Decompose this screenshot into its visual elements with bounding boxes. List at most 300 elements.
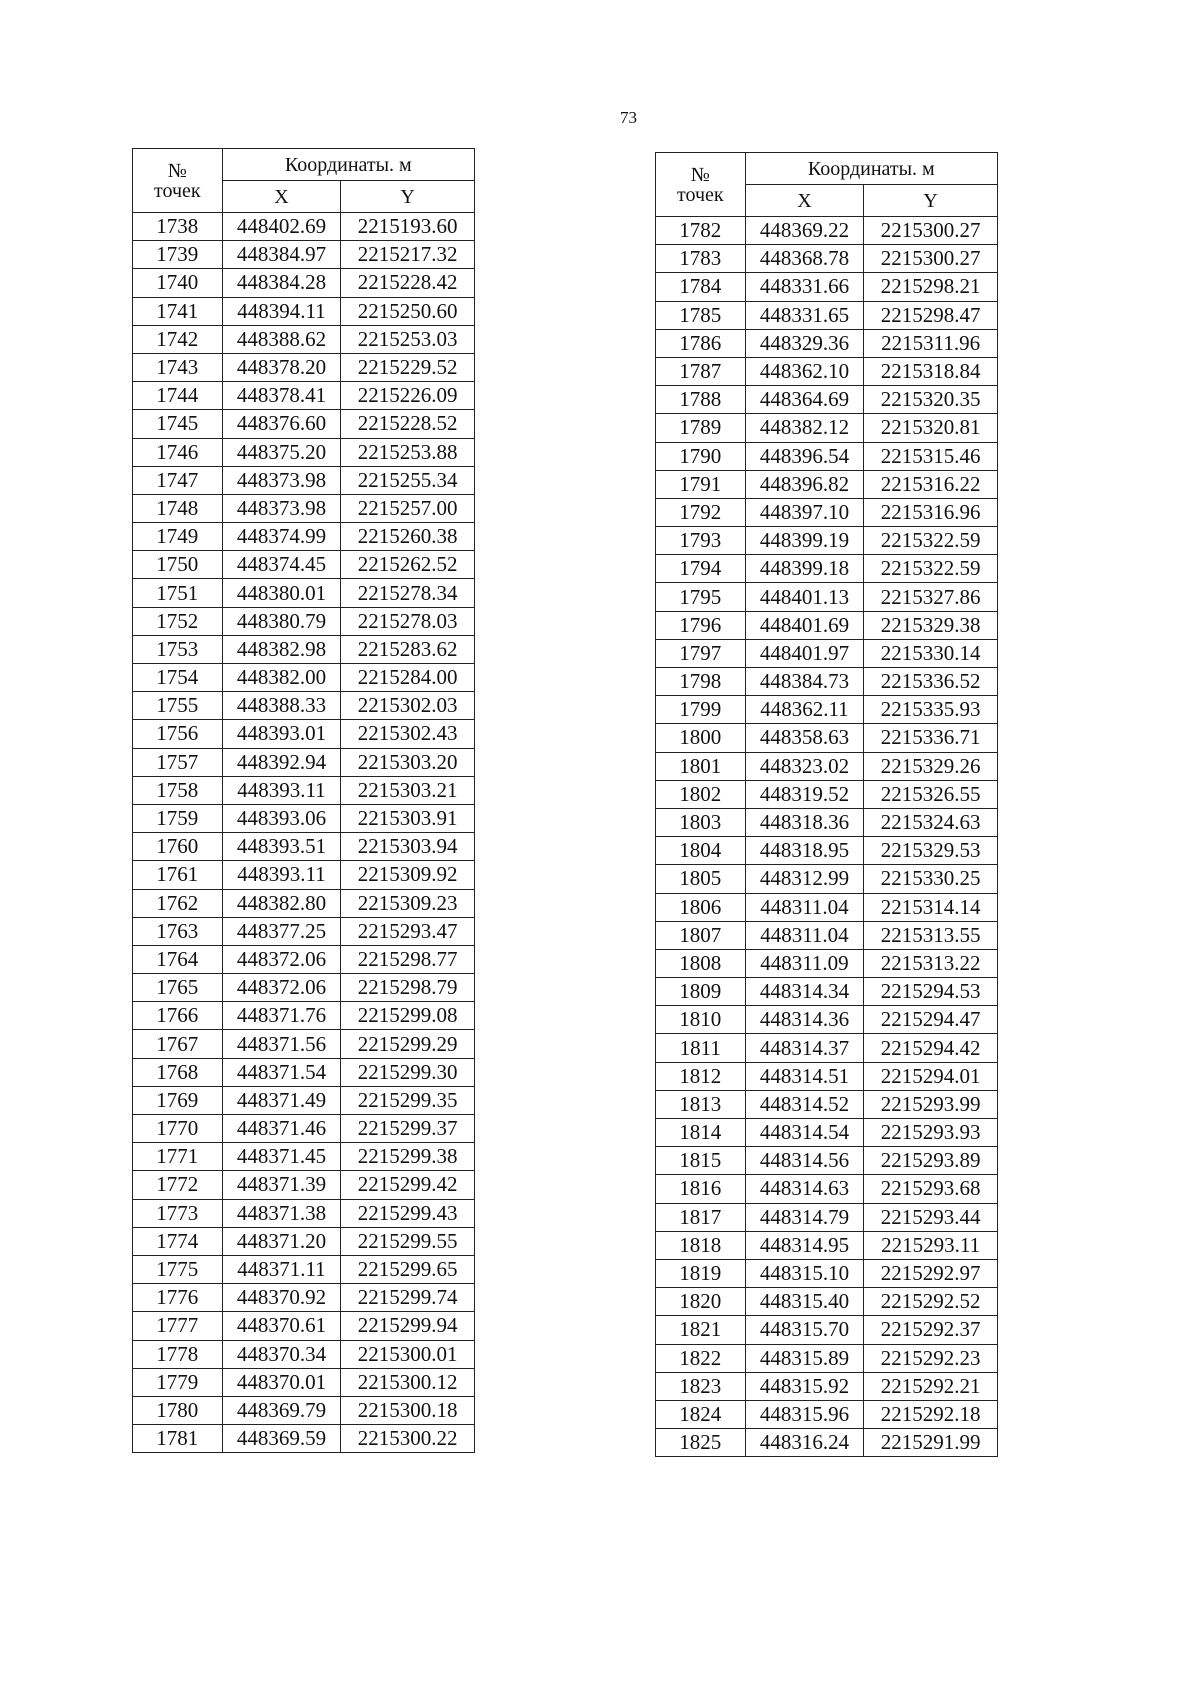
point-number-cell: 1825: [656, 1429, 746, 1457]
point-number-cell: 1753: [133, 635, 223, 663]
x-coordinate-cell: 448382.80: [222, 889, 341, 917]
y-coordinate-cell: 2215314.14: [864, 893, 998, 921]
point-number-cell: 1748: [133, 494, 223, 522]
x-coordinate-cell: 448370.01: [222, 1368, 341, 1396]
point-number-cell: 1767: [133, 1030, 223, 1058]
y-coordinate-cell: 2215292.97: [864, 1259, 998, 1287]
x-coordinate-cell: 448314.63: [745, 1175, 864, 1203]
coordinates-table-left: [132, 148, 475, 1453]
y-coordinate-cell: 2215330.25: [864, 865, 998, 893]
point-number-cell: 1813: [656, 1090, 746, 1118]
x-coordinate-cell: 448401.69: [745, 611, 864, 639]
table-row: [656, 470, 998, 498]
x-coordinate-cell: 448312.99: [745, 865, 864, 893]
table-row: [133, 297, 475, 325]
x-coordinate-cell: 448315.89: [745, 1344, 864, 1372]
y-coordinate-cell: 2215322.59: [864, 527, 998, 555]
y-coordinate-cell: 2215229.52: [341, 353, 475, 381]
point-number-cell: 1746: [133, 438, 223, 466]
y-coordinate-cell: 2215329.38: [864, 611, 998, 639]
y-coordinate-cell: 2215292.21: [864, 1372, 998, 1400]
point-number-cell: 1817: [656, 1203, 746, 1231]
x-coordinate-cell: 448311.04: [745, 893, 864, 921]
point-number-cell: 1763: [133, 917, 223, 945]
y-coordinate-cell: 2215335.93: [864, 696, 998, 724]
x-coordinate-cell: 448362.11: [745, 696, 864, 724]
table-row: [656, 1119, 998, 1147]
y-coordinate-cell: 2215330.14: [864, 639, 998, 667]
y-coordinate-cell: 2215292.18: [864, 1400, 998, 1428]
table-row: [656, 1259, 998, 1287]
point-number-cell: 1822: [656, 1344, 746, 1372]
x-coordinate-cell: 448393.11: [222, 776, 341, 804]
table-row: [656, 329, 998, 357]
table-row: [656, 1034, 998, 1062]
y-coordinate-cell: 2215316.22: [864, 470, 998, 498]
point-number-cell: 1743: [133, 353, 223, 381]
point-number-cell: 1752: [133, 607, 223, 635]
y-coordinate-cell: 2215329.26: [864, 752, 998, 780]
y-coordinate-cell: 2215327.86: [864, 583, 998, 611]
x-coordinate-cell: 448358.63: [745, 724, 864, 752]
point-number-cell: 1750: [133, 551, 223, 579]
y-coordinate-cell: 2215292.52: [864, 1288, 998, 1316]
y-coordinate-cell: 2215336.71: [864, 724, 998, 752]
y-coordinate-cell: 2215313.22: [864, 949, 998, 977]
y-coordinate-cell: 2215298.77: [341, 945, 475, 973]
y-coordinate-cell: 2215299.30: [341, 1058, 475, 1086]
point-number-header: [133, 149, 223, 213]
x-coordinate-cell: 448372.06: [222, 974, 341, 1002]
point-number-cell: 1751: [133, 579, 223, 607]
point-number-cell: 1773: [133, 1199, 223, 1227]
point-number-cell: 1793: [656, 527, 746, 555]
point-number-cell: 1766: [133, 1002, 223, 1030]
x-coordinate-cell: 448371.38: [222, 1199, 341, 1227]
y-coordinate-cell: 2215303.20: [341, 748, 475, 776]
x-coordinate-cell: 448316.24: [745, 1429, 864, 1457]
point-number-cell: 1787: [656, 357, 746, 385]
point-number-cell: 1792: [656, 498, 746, 526]
x-coordinate-cell: 448318.36: [745, 808, 864, 836]
table-row: [133, 1115, 475, 1143]
table-row: [133, 1227, 475, 1255]
x-coordinate-cell: 448311.04: [745, 921, 864, 949]
x-coordinate-cell: 448370.34: [222, 1340, 341, 1368]
x-column-header: X: [745, 185, 864, 217]
y-coordinate-cell: 2215322.59: [864, 555, 998, 583]
x-coordinate-cell: 448396.82: [745, 470, 864, 498]
y-coordinate-cell: 2215293.47: [341, 917, 475, 945]
x-coordinate-cell: 448380.79: [222, 607, 341, 635]
point-number-cell: 1738: [133, 213, 223, 241]
y-coordinate-cell: 2215278.34: [341, 579, 475, 607]
table-row: [656, 1372, 998, 1400]
table-row: [656, 1203, 998, 1231]
point-number-cell: 1778: [133, 1340, 223, 1368]
number-sign: №: [690, 163, 710, 186]
table-row: [133, 635, 475, 663]
x-coordinate-cell: 448377.25: [222, 917, 341, 945]
table-row: [656, 1231, 998, 1259]
table-row: [133, 1030, 475, 1058]
point-number-cell: 1761: [133, 861, 223, 889]
table-row: [656, 893, 998, 921]
table-row: [133, 1340, 475, 1368]
table-row: [133, 833, 475, 861]
table-row: [133, 213, 475, 241]
point-number-cell: 1742: [133, 325, 223, 353]
point-number-cell: 1786: [656, 329, 746, 357]
coordinates-table-right: [655, 152, 998, 1457]
y-coordinate-cell: 2215303.91: [341, 804, 475, 832]
table-row: [133, 1312, 475, 1340]
x-coordinate-cell: 448370.92: [222, 1284, 341, 1312]
x-coordinate-cell: 448314.52: [745, 1090, 864, 1118]
y-coordinate-cell: 2215255.34: [341, 466, 475, 494]
point-number-cell: 1777: [133, 1312, 223, 1340]
y-coordinate-cell: 2215303.21: [341, 776, 475, 804]
y-coordinate-cell: 2215299.74: [341, 1284, 475, 1312]
coordinates-header: Координаты. м: [745, 153, 997, 185]
y-coordinate-cell: 2215291.99: [864, 1429, 998, 1457]
table-row: [133, 438, 475, 466]
y-coordinate-cell: 2215302.43: [341, 720, 475, 748]
x-coordinate-cell: 448399.19: [745, 527, 864, 555]
table-row: [133, 945, 475, 973]
table-row: [133, 1086, 475, 1114]
point-number-cell: 1797: [656, 639, 746, 667]
point-number-cell: 1823: [656, 1372, 746, 1400]
x-coordinate-cell: 448371.45: [222, 1143, 341, 1171]
point-number-cell: 1816: [656, 1175, 746, 1203]
point-number-cell: 1741: [133, 297, 223, 325]
table-row: [656, 498, 998, 526]
x-coordinate-cell: 448371.46: [222, 1115, 341, 1143]
x-coordinate-cell: 448378.41: [222, 382, 341, 410]
table-row: [133, 579, 475, 607]
point-number-cell: 1791: [656, 470, 746, 498]
x-coordinate-cell: 448382.00: [222, 664, 341, 692]
table-row: [133, 1284, 475, 1312]
y-coordinate-cell: 2215226.09: [341, 382, 475, 410]
x-coordinate-cell: 448315.40: [745, 1288, 864, 1316]
point-number-cell: 1814: [656, 1119, 746, 1147]
x-coordinate-cell: 448331.65: [745, 301, 864, 329]
x-coordinate-cell: 448331.66: [745, 273, 864, 301]
point-number-cell: 1812: [656, 1062, 746, 1090]
table-row: [656, 414, 998, 442]
y-coordinate-cell: 2215217.32: [341, 241, 475, 269]
point-number-cell: 1745: [133, 410, 223, 438]
table-row: [656, 1090, 998, 1118]
x-coordinate-cell: 448388.33: [222, 692, 341, 720]
table-row: [133, 776, 475, 804]
x-column-header: X: [222, 181, 341, 213]
table-row: [656, 1175, 998, 1203]
y-coordinate-cell: 2215316.96: [864, 498, 998, 526]
y-coordinate-cell: 2215324.63: [864, 808, 998, 836]
y-coordinate-cell: 2215300.27: [864, 245, 998, 273]
x-coordinate-cell: 448370.61: [222, 1312, 341, 1340]
table-row: [656, 837, 998, 865]
table-row: [133, 889, 475, 917]
table-row: [656, 1429, 998, 1457]
table-row: [656, 527, 998, 555]
point-number-cell: 1770: [133, 1115, 223, 1143]
point-number-cell: 1796: [656, 611, 746, 639]
point-number-cell: 1809: [656, 978, 746, 1006]
y-coordinate-cell: 2215299.65: [341, 1255, 475, 1283]
point-number-cell: 1806: [656, 893, 746, 921]
x-coordinate-cell: 448315.92: [745, 1372, 864, 1400]
y-coordinate-cell: 2215293.68: [864, 1175, 998, 1203]
table-row: [133, 1002, 475, 1030]
y-column-header: Y: [864, 185, 998, 217]
x-coordinate-cell: 448388.62: [222, 325, 341, 353]
point-number-cell: 1780: [133, 1396, 223, 1424]
table-row: [656, 978, 998, 1006]
table-row: [133, 466, 475, 494]
y-coordinate-cell: 2215298.79: [341, 974, 475, 1002]
y-coordinate-cell: 2215302.03: [341, 692, 475, 720]
point-number-cell: 1754: [133, 664, 223, 692]
table-row: [656, 1400, 998, 1428]
point-number-cell: 1740: [133, 269, 223, 297]
x-coordinate-cell: 448314.51: [745, 1062, 864, 1090]
point-number-cell: 1771: [133, 1143, 223, 1171]
y-coordinate-cell: 2215294.47: [864, 1006, 998, 1034]
x-coordinate-cell: 448384.97: [222, 241, 341, 269]
point-number-cell: 1739: [133, 241, 223, 269]
x-coordinate-cell: 448314.34: [745, 978, 864, 1006]
table-row: [133, 804, 475, 832]
x-coordinate-cell: 448382.12: [745, 414, 864, 442]
x-coordinate-cell: 448384.73: [745, 668, 864, 696]
x-coordinate-cell: 448396.54: [745, 442, 864, 470]
point-number-cell: 1800: [656, 724, 746, 752]
y-coordinate-cell: 2215300.01: [341, 1340, 475, 1368]
point-number-cell: 1790: [656, 442, 746, 470]
point-number-cell: 1785: [656, 301, 746, 329]
table-row: [133, 1058, 475, 1086]
x-coordinate-cell: 448314.95: [745, 1231, 864, 1259]
point-number-cell: 1776: [133, 1284, 223, 1312]
x-coordinate-cell: 448371.49: [222, 1086, 341, 1114]
y-coordinate-cell: 2215299.37: [341, 1115, 475, 1143]
x-coordinate-cell: 448323.02: [745, 752, 864, 780]
y-coordinate-cell: 2215299.38: [341, 1143, 475, 1171]
table-row: [133, 1255, 475, 1283]
x-coordinate-cell: 448393.51: [222, 833, 341, 861]
y-coordinate-cell: 2215298.21: [864, 273, 998, 301]
point-number-cell: 1781: [133, 1425, 223, 1453]
x-coordinate-cell: 448319.52: [745, 780, 864, 808]
table-row: [133, 551, 475, 579]
point-number-header: [656, 153, 746, 217]
table-row: [656, 1006, 998, 1034]
x-coordinate-cell: 448371.54: [222, 1058, 341, 1086]
y-coordinate-cell: 2215329.53: [864, 837, 998, 865]
table-row: [656, 1288, 998, 1316]
y-coordinate-cell: 2215320.35: [864, 386, 998, 414]
x-coordinate-cell: 448384.28: [222, 269, 341, 297]
y-coordinate-cell: 2215293.89: [864, 1147, 998, 1175]
y-coordinate-cell: 2215228.52: [341, 410, 475, 438]
point-number-cell: 1815: [656, 1147, 746, 1175]
y-coordinate-cell: 2215250.60: [341, 297, 475, 325]
x-coordinate-cell: 448371.39: [222, 1171, 341, 1199]
x-coordinate-cell: 448362.10: [745, 357, 864, 385]
y-coordinate-cell: 2215299.35: [341, 1086, 475, 1114]
table-row: [133, 325, 475, 353]
point-number-cell: 1799: [656, 696, 746, 724]
page-number: 73: [620, 108, 637, 127]
table-row: [656, 273, 998, 301]
x-coordinate-cell: 448401.13: [745, 583, 864, 611]
y-coordinate-cell: 2215257.00: [341, 494, 475, 522]
point-number-cell: 1765: [133, 974, 223, 1002]
x-coordinate-cell: 448371.76: [222, 1002, 341, 1030]
x-coordinate-cell: 448374.99: [222, 523, 341, 551]
points-label: точек: [676, 183, 724, 206]
y-coordinate-cell: 2215260.38: [341, 523, 475, 551]
table-row: [133, 523, 475, 551]
table-row: [133, 1143, 475, 1171]
y-coordinate-cell: 2215300.22: [341, 1425, 475, 1453]
y-coordinate-cell: 2215293.44: [864, 1203, 998, 1231]
table-row: [656, 696, 998, 724]
point-number-cell: 1762: [133, 889, 223, 917]
y-coordinate-cell: 2215278.03: [341, 607, 475, 635]
table-row: [133, 607, 475, 635]
x-coordinate-cell: 448369.22: [745, 217, 864, 245]
x-coordinate-cell: 448369.79: [222, 1396, 341, 1424]
point-number-cell: 1789: [656, 414, 746, 442]
table-row: [656, 668, 998, 696]
point-number-cell: 1818: [656, 1231, 746, 1259]
y-coordinate-cell: 2215299.08: [341, 1002, 475, 1030]
x-coordinate-cell: 448314.79: [745, 1203, 864, 1231]
x-coordinate-cell: 448394.11: [222, 297, 341, 325]
y-coordinate-cell: 2215336.52: [864, 668, 998, 696]
point-number-cell: 1802: [656, 780, 746, 808]
y-coordinate-cell: 2215300.27: [864, 217, 998, 245]
x-coordinate-cell: 448380.01: [222, 579, 341, 607]
x-coordinate-cell: 448314.37: [745, 1034, 864, 1062]
x-coordinate-cell: 448368.78: [745, 245, 864, 273]
point-number-cell: 1820: [656, 1288, 746, 1316]
y-coordinate-cell: 2215193.60: [341, 213, 475, 241]
x-coordinate-cell: 448382.98: [222, 635, 341, 663]
point-number-cell: 1757: [133, 748, 223, 776]
y-coordinate-cell: 2215293.11: [864, 1231, 998, 1259]
x-coordinate-cell: 448315.70: [745, 1316, 864, 1344]
point-number-cell: 1768: [133, 1058, 223, 1086]
y-coordinate-cell: 2215294.01: [864, 1062, 998, 1090]
table-row: [656, 1147, 998, 1175]
points-label: точек: [153, 179, 201, 202]
y-coordinate-cell: 2215300.18: [341, 1396, 475, 1424]
table-row: [656, 301, 998, 329]
y-coordinate-cell: 2215253.03: [341, 325, 475, 353]
y-coordinate-cell: 2215318.84: [864, 357, 998, 385]
number-sign: №: [167, 159, 187, 182]
y-coordinate-cell: 2215299.42: [341, 1171, 475, 1199]
point-number-cell: 1769: [133, 1086, 223, 1114]
y-coordinate-cell: 2215294.42: [864, 1034, 998, 1062]
table-row: [133, 494, 475, 522]
y-coordinate-cell: 2215253.88: [341, 438, 475, 466]
y-coordinate-cell: 2215326.55: [864, 780, 998, 808]
table-row: [133, 269, 475, 297]
point-number-cell: 1749: [133, 523, 223, 551]
point-number-cell: 1803: [656, 808, 746, 836]
x-coordinate-cell: 448376.60: [222, 410, 341, 438]
point-number-cell: 1794: [656, 555, 746, 583]
x-coordinate-cell: 448314.56: [745, 1147, 864, 1175]
point-number-cell: 1819: [656, 1259, 746, 1287]
x-coordinate-cell: 448311.09: [745, 949, 864, 977]
x-coordinate-cell: 448393.01: [222, 720, 341, 748]
x-coordinate-cell: 448399.18: [745, 555, 864, 583]
table-row: [656, 217, 998, 245]
point-number-cell: 1774: [133, 1227, 223, 1255]
table-row: [656, 245, 998, 273]
point-number-cell: 1744: [133, 382, 223, 410]
x-coordinate-cell: 448374.45: [222, 551, 341, 579]
y-coordinate-cell: 2215300.12: [341, 1368, 475, 1396]
table-row: [656, 752, 998, 780]
x-coordinate-cell: 448318.95: [745, 837, 864, 865]
point-number-cell: 1788: [656, 386, 746, 414]
x-coordinate-cell: 448375.20: [222, 438, 341, 466]
y-coordinate-cell: 2215292.23: [864, 1344, 998, 1372]
point-number-cell: 1759: [133, 804, 223, 832]
table-row: [656, 442, 998, 470]
y-coordinate-cell: 2215299.94: [341, 1312, 475, 1340]
x-coordinate-cell: 448315.96: [745, 1400, 864, 1428]
x-coordinate-cell: 448371.56: [222, 1030, 341, 1058]
table-row: [656, 1316, 998, 1344]
x-coordinate-cell: 448364.69: [745, 386, 864, 414]
table-row: [656, 386, 998, 414]
table-row: [133, 1425, 475, 1453]
table-row: [656, 865, 998, 893]
coordinates-header: Координаты. м: [222, 149, 474, 181]
y-coordinate-cell: 2215320.81: [864, 414, 998, 442]
table-row: [133, 861, 475, 889]
table-row: [656, 780, 998, 808]
point-number-cell: 1755: [133, 692, 223, 720]
x-coordinate-cell: 448392.94: [222, 748, 341, 776]
table-row: [133, 241, 475, 269]
x-coordinate-cell: 448378.20: [222, 353, 341, 381]
table-row: [133, 1396, 475, 1424]
table-row: [656, 724, 998, 752]
y-coordinate-cell: 2215309.92: [341, 861, 475, 889]
y-coordinate-cell: 2215284.00: [341, 664, 475, 692]
table-row: [133, 1368, 475, 1396]
x-coordinate-cell: 448369.59: [222, 1425, 341, 1453]
table-row: [656, 1344, 998, 1372]
y-coordinate-cell: 2215313.55: [864, 921, 998, 949]
y-coordinate-cell: 2215228.42: [341, 269, 475, 297]
y-coordinate-cell: 2215315.46: [864, 442, 998, 470]
point-number-cell: 1811: [656, 1034, 746, 1062]
point-number-cell: 1805: [656, 865, 746, 893]
table-row: [133, 692, 475, 720]
